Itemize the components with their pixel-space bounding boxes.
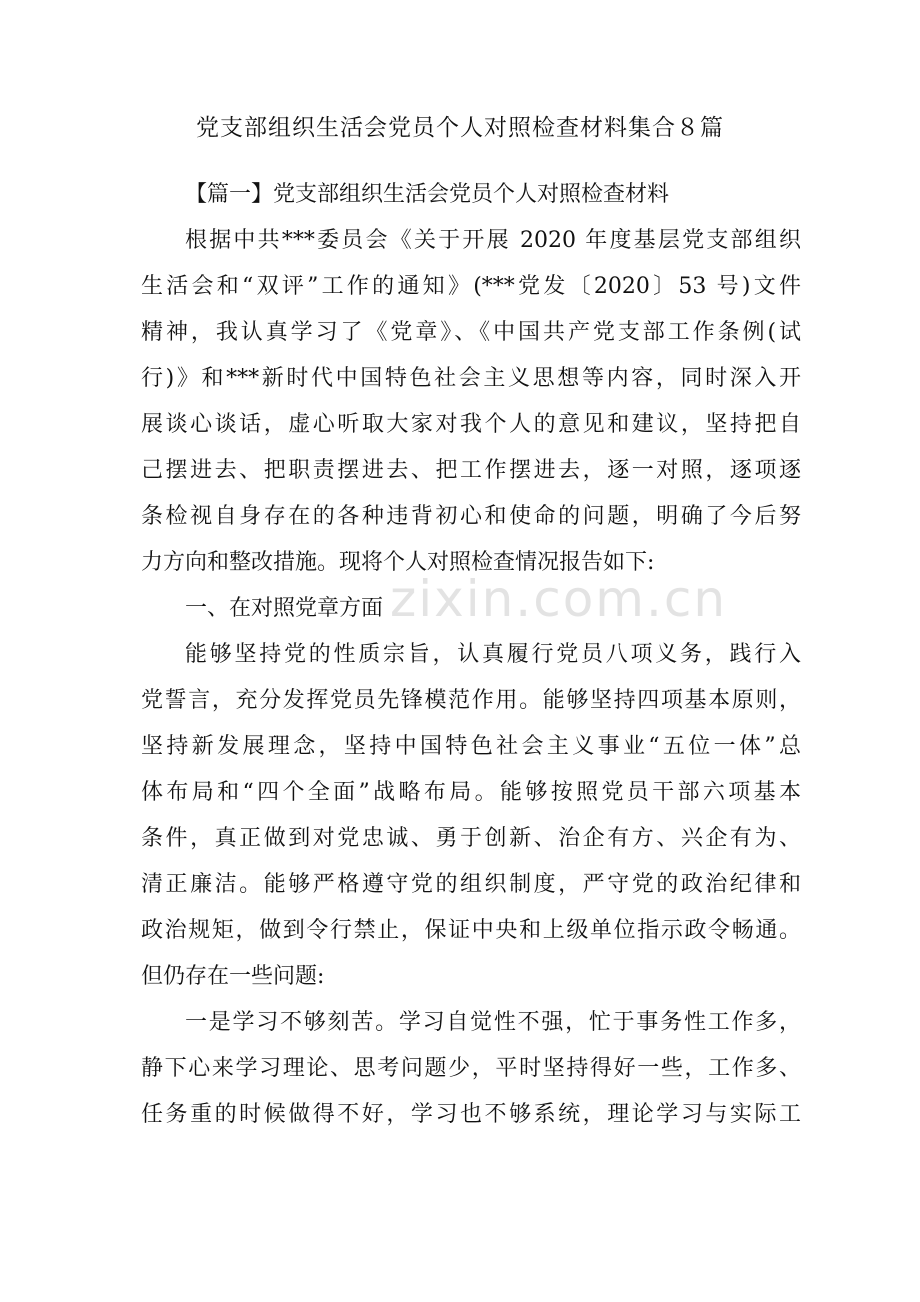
body-line: 坚持新发展理念，坚持中国特色社会主义事业“五位一体”总 — [141, 734, 801, 759]
body-line: 清正廉洁。能够严格遵守党的组织制度，严守党的政治纪律和 — [141, 872, 801, 897]
document-title: 党支部组织生活会党员个人对照检查材料集合８篇 — [196, 115, 724, 141]
body-line: 任务重的时候做得不好，学习也不够系统，理论学习与实际工 — [141, 1102, 801, 1127]
body-line: 行)》和***新时代中国特色社会主义思想等内容，同时深入开 — [141, 366, 801, 391]
body-line: 展谈心谈话，虚心听取大家对我个人的意见和建议，坚持把自 — [141, 412, 801, 437]
body-line: 根据中共***委员会《关于开展 2020 年度基层党支部组织 — [185, 228, 801, 253]
body-line: 能够坚持党的性质宗旨，认真履行党员八项义务，践行入 — [185, 642, 801, 667]
body-line: 条件，真正做到对党忠诚、勇于创新、治企有方、兴企有为、 — [141, 826, 801, 851]
body-line: 静下心来学习理论、思考问题少，平时坚持得好一些，工作多、 — [141, 1056, 801, 1081]
body-line: 政治规矩，做到令行禁止，保证中央和上级单位指示政令畅通。 — [141, 918, 801, 943]
body-line: 力方向和整改措施。现将个人对照检查情况报告如下: — [141, 550, 655, 575]
body-line: 一、在对照党章方面 — [185, 596, 384, 621]
body-line: 生活会和“双评”工作的通知》(***党发〔2020〕53 号)文件 — [141, 274, 801, 299]
body-line: 体布局和“四个全面”战略布局。能够按照党员干部六项基本 — [141, 780, 801, 805]
body-line: 己摆进去、把职责摆进去、把工作摆进去，逐一对照，逐项逐 — [141, 458, 801, 483]
body-line: 但仍存在一些问题: — [141, 964, 325, 989]
body-line: 一是学习不够刻苦。学习自觉性不强，忙于事务性工作多， — [185, 1010, 801, 1035]
body-line: 党誓言，充分发挥党员先锋模范作用。能够坚持四项基本原则， — [141, 688, 801, 713]
body-line: 【篇一】党支部组织生活会党员个人对照检查材料 — [185, 182, 670, 207]
body-line: 精神，我认真学习了《党章》、《中国共产党支部工作条例(试 — [141, 320, 801, 345]
document-body — [141, 172, 801, 1138]
watermark: zixin.com.cn — [390, 570, 728, 628]
body-line: 条检视自身存在的各种违背初心和使命的问题，明确了今后努 — [141, 504, 801, 529]
